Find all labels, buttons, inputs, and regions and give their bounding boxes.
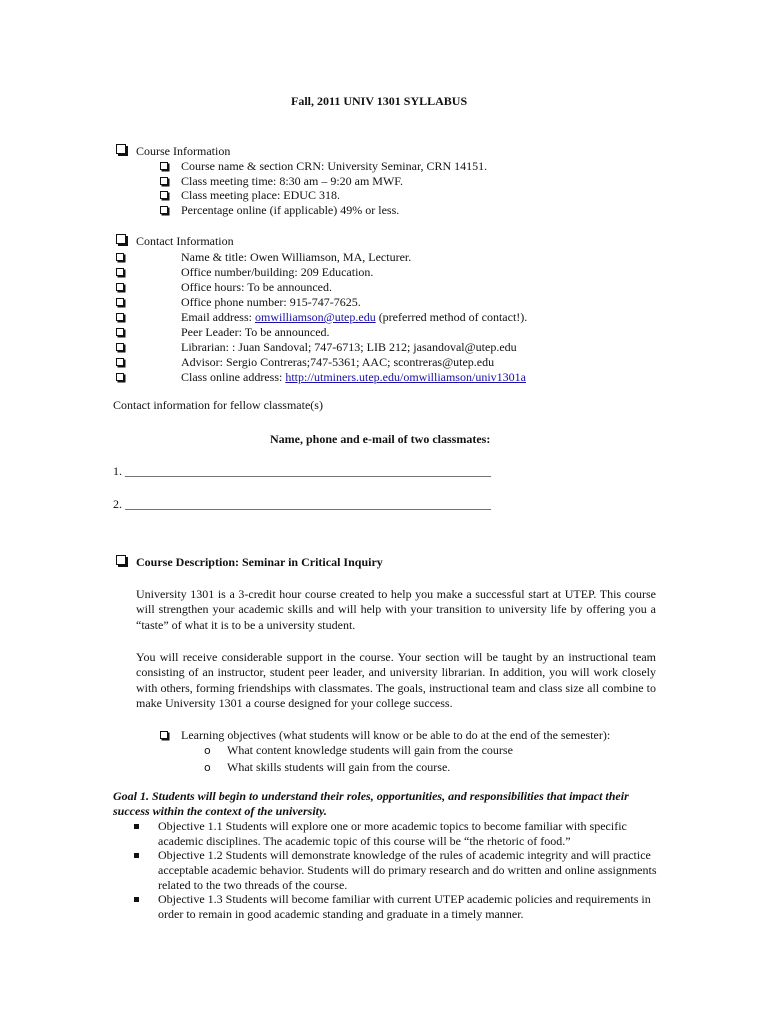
goal-objective: Objective 1.3 Students will become familiar with current UTEP academic policies and requirements in order to remain in good academic standing and graduate in a timely manner.: [158, 892, 651, 921]
checkbox-icon: [116, 234, 126, 244]
contact-peer-leader: Peer Leader: To be announced.: [181, 325, 330, 339]
contact-info-heading: Contact Information: [136, 234, 234, 248]
course-info-item: Class meeting place: EDUC 318.: [181, 188, 340, 202]
email-note: (preferred method of contact!).: [375, 310, 528, 324]
contact-email: [181, 310, 527, 325]
checkbox-icon: [116, 555, 126, 565]
learning-objective: What content knowledge students will gain from the course: [227, 743, 513, 757]
page-title: Fall, 2011 UNIV 1301 SYLLABUS: [291, 94, 468, 108]
checkbox-icon: [116, 144, 126, 154]
checkbox-icon: [160, 191, 168, 199]
learning-objectives-heading: Learning objectives (what students will know or be able to do at the end of the semester):: [181, 728, 611, 742]
email-label: Email address:: [181, 310, 255, 324]
contact-office-hours: Office hours: To be announced.: [181, 280, 333, 294]
circle-bullet-icon: o: [204, 761, 211, 774]
contact-office-building: Office number/building: 209 Education.: [181, 265, 374, 279]
checkbox-icon: [160, 177, 168, 185]
contact-office-phone: Office phone number: 915-747-7625.: [181, 295, 361, 309]
course-info-item: Percentage online (if applicable) 49% or less.: [181, 203, 400, 217]
circle-bullet-icon: o: [204, 744, 211, 757]
goal-objective: Objective 1.1 Students will explore one or more academic topics to become familiar with specific academic disciplines. The academic topic of this course will be “the rhetoric of food.”: [158, 819, 627, 848]
square-bullet-icon: [134, 897, 139, 902]
classmate-line-2: 2. _____________________________________________________________: [113, 497, 491, 511]
checkbox-icon: [160, 162, 168, 170]
course-description-heading: Course Description: Seminar in Critical Inquiry: [136, 555, 383, 569]
square-bullet-icon: [134, 824, 139, 829]
checkbox-icon: [116, 268, 124, 276]
checkbox-icon: [116, 253, 124, 261]
email-link[interactable]: omwilliamson@utep.edu: [254, 310, 376, 324]
goal-heading-line-2: success within the context of the university.: [113, 804, 327, 818]
online-link[interactable]: http://utminers.utep.edu/omwilliamson/univ1301a: [285, 370, 526, 384]
classmates-heading: Name, phone and e-mail of two classmates:: [270, 432, 491, 446]
learning-objective: What skills students will gain from the course.: [227, 760, 451, 774]
contact-name: Name & title: Owen Williamson, MA, Lecturer.: [181, 250, 412, 264]
contact-online-address: [181, 370, 526, 385]
description-paragraph-2: You will receive considerable support in the course. Your section will be taught by an instructional team consisting of an instructor, student peer leader, and university librarian. In addition, you will work closely with others, forming friendships with classmates. The goals, instructional team and class size all combine to make University 1301 a course designed for your college success.: [136, 650, 656, 710]
description-paragraph-1: University 1301 is a 3-credit hour course created to help you make a successful start at UTEP. This course will strengthen your academic skills and will help with your transition to university life by offering you a “taste” of what it is to be a university student.: [136, 587, 656, 632]
checkbox-icon: [116, 343, 124, 351]
checkbox-icon: [160, 206, 168, 214]
contact-advisor: Advisor: Sergio Contreras;747-5361; AAC; scontreras@utep.edu: [181, 355, 495, 369]
checkbox-icon: [160, 731, 168, 739]
online-label: Class online address:: [181, 370, 286, 384]
checkbox-icon: [116, 358, 124, 366]
checkbox-icon: [116, 313, 124, 321]
classmates-intro: Contact information for fellow classmate(s): [113, 398, 323, 412]
goal-heading-line-1: Goal 1. Students will begin to understand their roles, opportunities, and responsibilities that impact their: [113, 789, 629, 803]
classmate-line-1: 1. _____________________________________________________________: [113, 464, 491, 478]
checkbox-icon: [116, 283, 124, 291]
course-info-item: Class meeting time: 8:30 am – 9:20 am MWF.: [181, 174, 404, 188]
checkbox-icon: [116, 298, 124, 306]
goal-objective: Objective 1.2 Students will demonstrate knowledge of the rules of academic integrity and will practice acceptable academic behavior. Students will do primary research and do written and online assignments related to the two threads of the course.: [158, 848, 657, 892]
course-info-item: Course name & section CRN: University Seminar, CRN 14151.: [181, 159, 488, 173]
checkbox-icon: [116, 373, 124, 381]
course-info-heading: Course Information: [136, 144, 231, 158]
checkbox-icon: [116, 328, 124, 336]
square-bullet-icon: [134, 853, 139, 858]
contact-librarian: Librarian: : Juan Sandoval; 747-6713; LIB 212; jasandoval@utep.edu: [181, 340, 517, 354]
